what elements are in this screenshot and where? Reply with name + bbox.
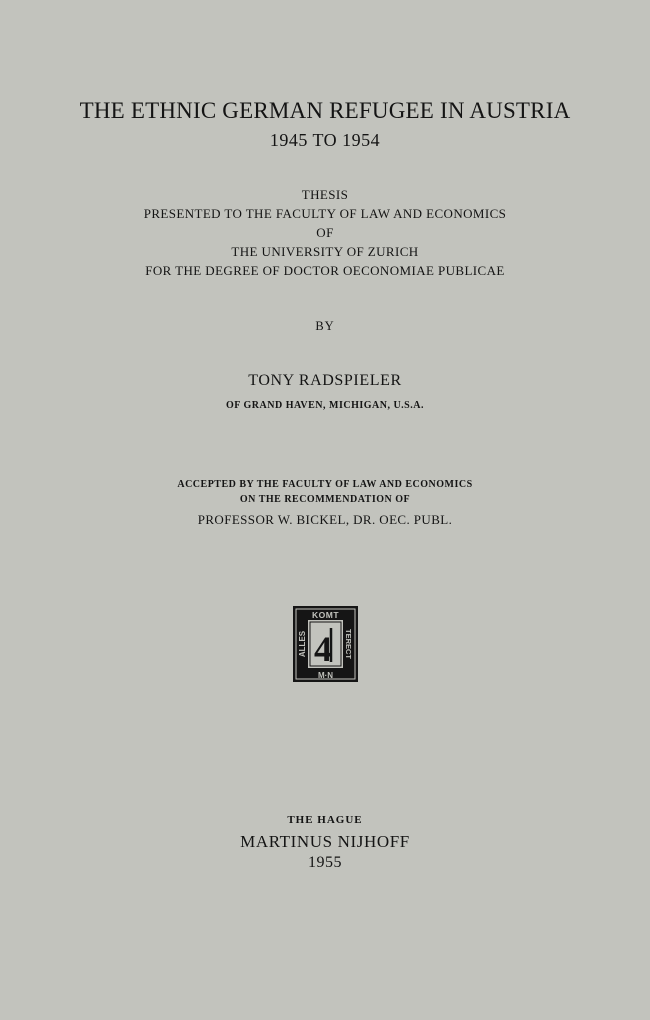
logo-right-text: TERECT [344, 629, 353, 659]
publisher-logo [293, 606, 358, 682]
thesis-degree-line: FOR THE DEGREE OF DOCTOR OECONOMIAE PUBLICAE [145, 263, 505, 278]
professor-line: PROFESSOR W. BICKEL, DR. OEC. PUBL. [197, 512, 453, 527]
thesis-label: THESIS [301, 187, 349, 202]
author-origin: OF GRAND HAVEN, MICHIGAN, U.S.A. [226, 400, 424, 411]
thesis-presented-line: PRESENTED TO THE FACULTY OF LAW AND ECONOMICS [143, 206, 507, 221]
thesis-of-line: OF [316, 225, 334, 240]
acceptance-line: ACCEPTED BY THE FACULTY OF LAW AND ECONOMICS [177, 479, 473, 490]
by-label: BY [315, 319, 335, 333]
logo-top-text: KOMT [311, 610, 340, 620]
logo-center-numeral: 4 [314, 629, 332, 669]
book-date-range: 1945 TO 1954 [269, 130, 381, 150]
recommendation-line: ON THE RECOMMENDATION OF [239, 494, 411, 505]
logo-bottom-text: M·N [317, 671, 334, 680]
author-name: TONY RADSPIELER [248, 372, 402, 389]
book-title: THE ETHNIC GERMAN REFUGEE IN AUSTRIA [79, 98, 571, 123]
publisher-name: MARTINUS NIJHOFF [240, 832, 410, 851]
publication-year: 1955 [308, 854, 342, 871]
thesis-university-line: THE UNIVERSITY OF ZURICH [231, 244, 419, 259]
logo-left-text: ALLES [298, 630, 307, 658]
publication-place: THE HAGUE [287, 814, 363, 826]
